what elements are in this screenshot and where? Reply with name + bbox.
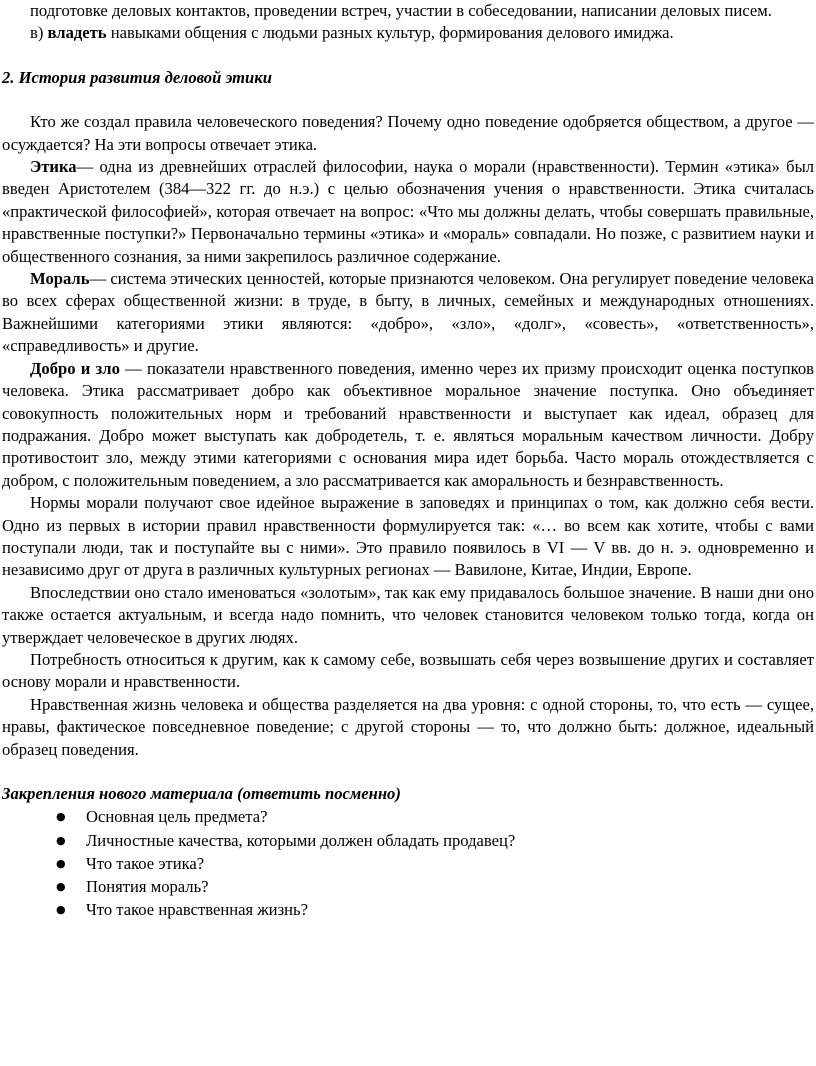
section-2-paragraph-1: Кто же создал правила человеческого поведения? Почему одно поведение одобряется обществом, а другое — осуждается? На эти вопросы отвечает этика. xyxy=(2,112,814,154)
section-2-paragraph-good-evil xyxy=(2,358,814,492)
intro-p2-bold: владеть xyxy=(47,23,107,43)
review-heading: Закрепления нового материала (ответить посменно) xyxy=(2,784,401,803)
section-2-paragraph-moral-life: Нравственная жизнь человека и общества разделяется на два уровня: с одной стороны, то, что есть — сущее, нравы, фактическое повседневное поведение; с другой стороны — то, что должно быть: должное, идеальный образец поведения. xyxy=(2,694,814,759)
review-question-text: Что такое нравственная жизнь? xyxy=(86,900,308,920)
section-2-paragraph-norms: Нормы морали получают свое идейное выражение в заповедях и принципах о том, как должно себя вести. Одно из первых в истории правил нравственности формулируется так: «… во всем как хотите, чтобы с вами поступали люди, так и поступайте вы с ними». Это правило появилось в VI — V вв. до н. э. одновременно и независимо друг от друга в различных культурных регионах — Вавилоне, Китае, Индии, Европе. xyxy=(2,493,814,580)
review-question-text: Личностные качества, которыми должен обладать продавец? xyxy=(86,830,516,850)
bullet-icon: ● xyxy=(56,856,66,870)
section-2-paragraph-golden-rule: Впоследствии оно стало именоваться «золотым», так как ему придавалось большое значение. В наши дни оно также остается актуальным, и всегда надо помнить, что человек становится человеком только тогда, когда он утверждает человеческое в других людях. xyxy=(2,582,814,647)
bullet-icon: ● xyxy=(56,833,66,847)
section-2-heading: 2. История развития деловой этики xyxy=(2,67,272,87)
intro-p2-rest: навыками общения с людьми разных культур, формирования делового имиджа. xyxy=(106,23,674,43)
review-question-item xyxy=(54,805,814,828)
bullet-icon: ● xyxy=(56,903,66,917)
intro-paragraph-1: подготовке деловых контактов, проведении встреч, участии в собеседовании, написании деловых писем. xyxy=(30,1,772,20)
intro-paragraph-2 xyxy=(2,22,814,44)
review-question-list xyxy=(2,805,814,921)
section-2-paragraph-morality xyxy=(2,268,814,358)
review-question-text: Основная цель предмета? xyxy=(86,807,268,827)
review-question-item xyxy=(54,829,814,852)
section-2-paragraph-ethics xyxy=(2,156,814,268)
section-2-paragraph-need: Потребность относиться к другим, как к самому себе, возвышать себя через возвышение других и составляет основу морали и нравственности. xyxy=(2,649,814,692)
term-morality: Мораль xyxy=(30,269,90,289)
review-question-item xyxy=(54,852,814,875)
intro-p2-prefix: в) xyxy=(30,23,48,43)
review-question-item xyxy=(54,898,814,921)
good-evil-definition: — показатели нравственного поведения, именно через их призму происходит оценка поступков человека. Этика рассматривает добро как объективное моральное значение поступка. Оно объединяет совокупность положительных норм и требований нравственности и выступает как идеал, образец для подражания. Добро может выступать как добродетель, т. е. являться моральным качеством личности. Добру противостоит зло, между этими категориями с основания мира идет борьба. Часто мораль отождествляется с добром, с положительным поведением, а зло рассматривается как аморальность и безнравственность. xyxy=(2,358,815,490)
review-question-text: Что такое этика? xyxy=(86,853,205,873)
review-question-text: Понятия мораль? xyxy=(86,877,209,897)
term-good-and-evil: Добро и зло xyxy=(30,358,120,378)
ethics-definition: — одна из древнейших отраслей философии, наука о морали (нравственности). Термин «этика» был введен Аристотелем (384—322 гг. до н.э.) с целью обозначения учения о нравственности. Этика считалась «практической философией», которая отвечает на вопрос: «Что мы должны делать, чтобы совершать правильные, нравственные поступки?» Первоначально термины «этика» и «мораль» совпадали. Но позже, с развитием науки и общественного сознания, за ними закрепилось различное содержание. xyxy=(2,157,814,266)
review-question-item xyxy=(54,875,814,898)
term-ethics: Этика xyxy=(30,157,77,177)
morality-definition: — система этических ценностей, которые признаются человеком. Она регулирует поведение человека во всех сферах общественной жизни: в труде, в быту, в личных, семейных и международных отношениях. Важнейшими категориями этики являются: «добро», «зло», «долг», «совесть», «ответственность», «справедливость» и другие. xyxy=(2,269,814,356)
bullet-icon: ● xyxy=(56,810,66,824)
bullet-icon: ● xyxy=(56,880,66,894)
